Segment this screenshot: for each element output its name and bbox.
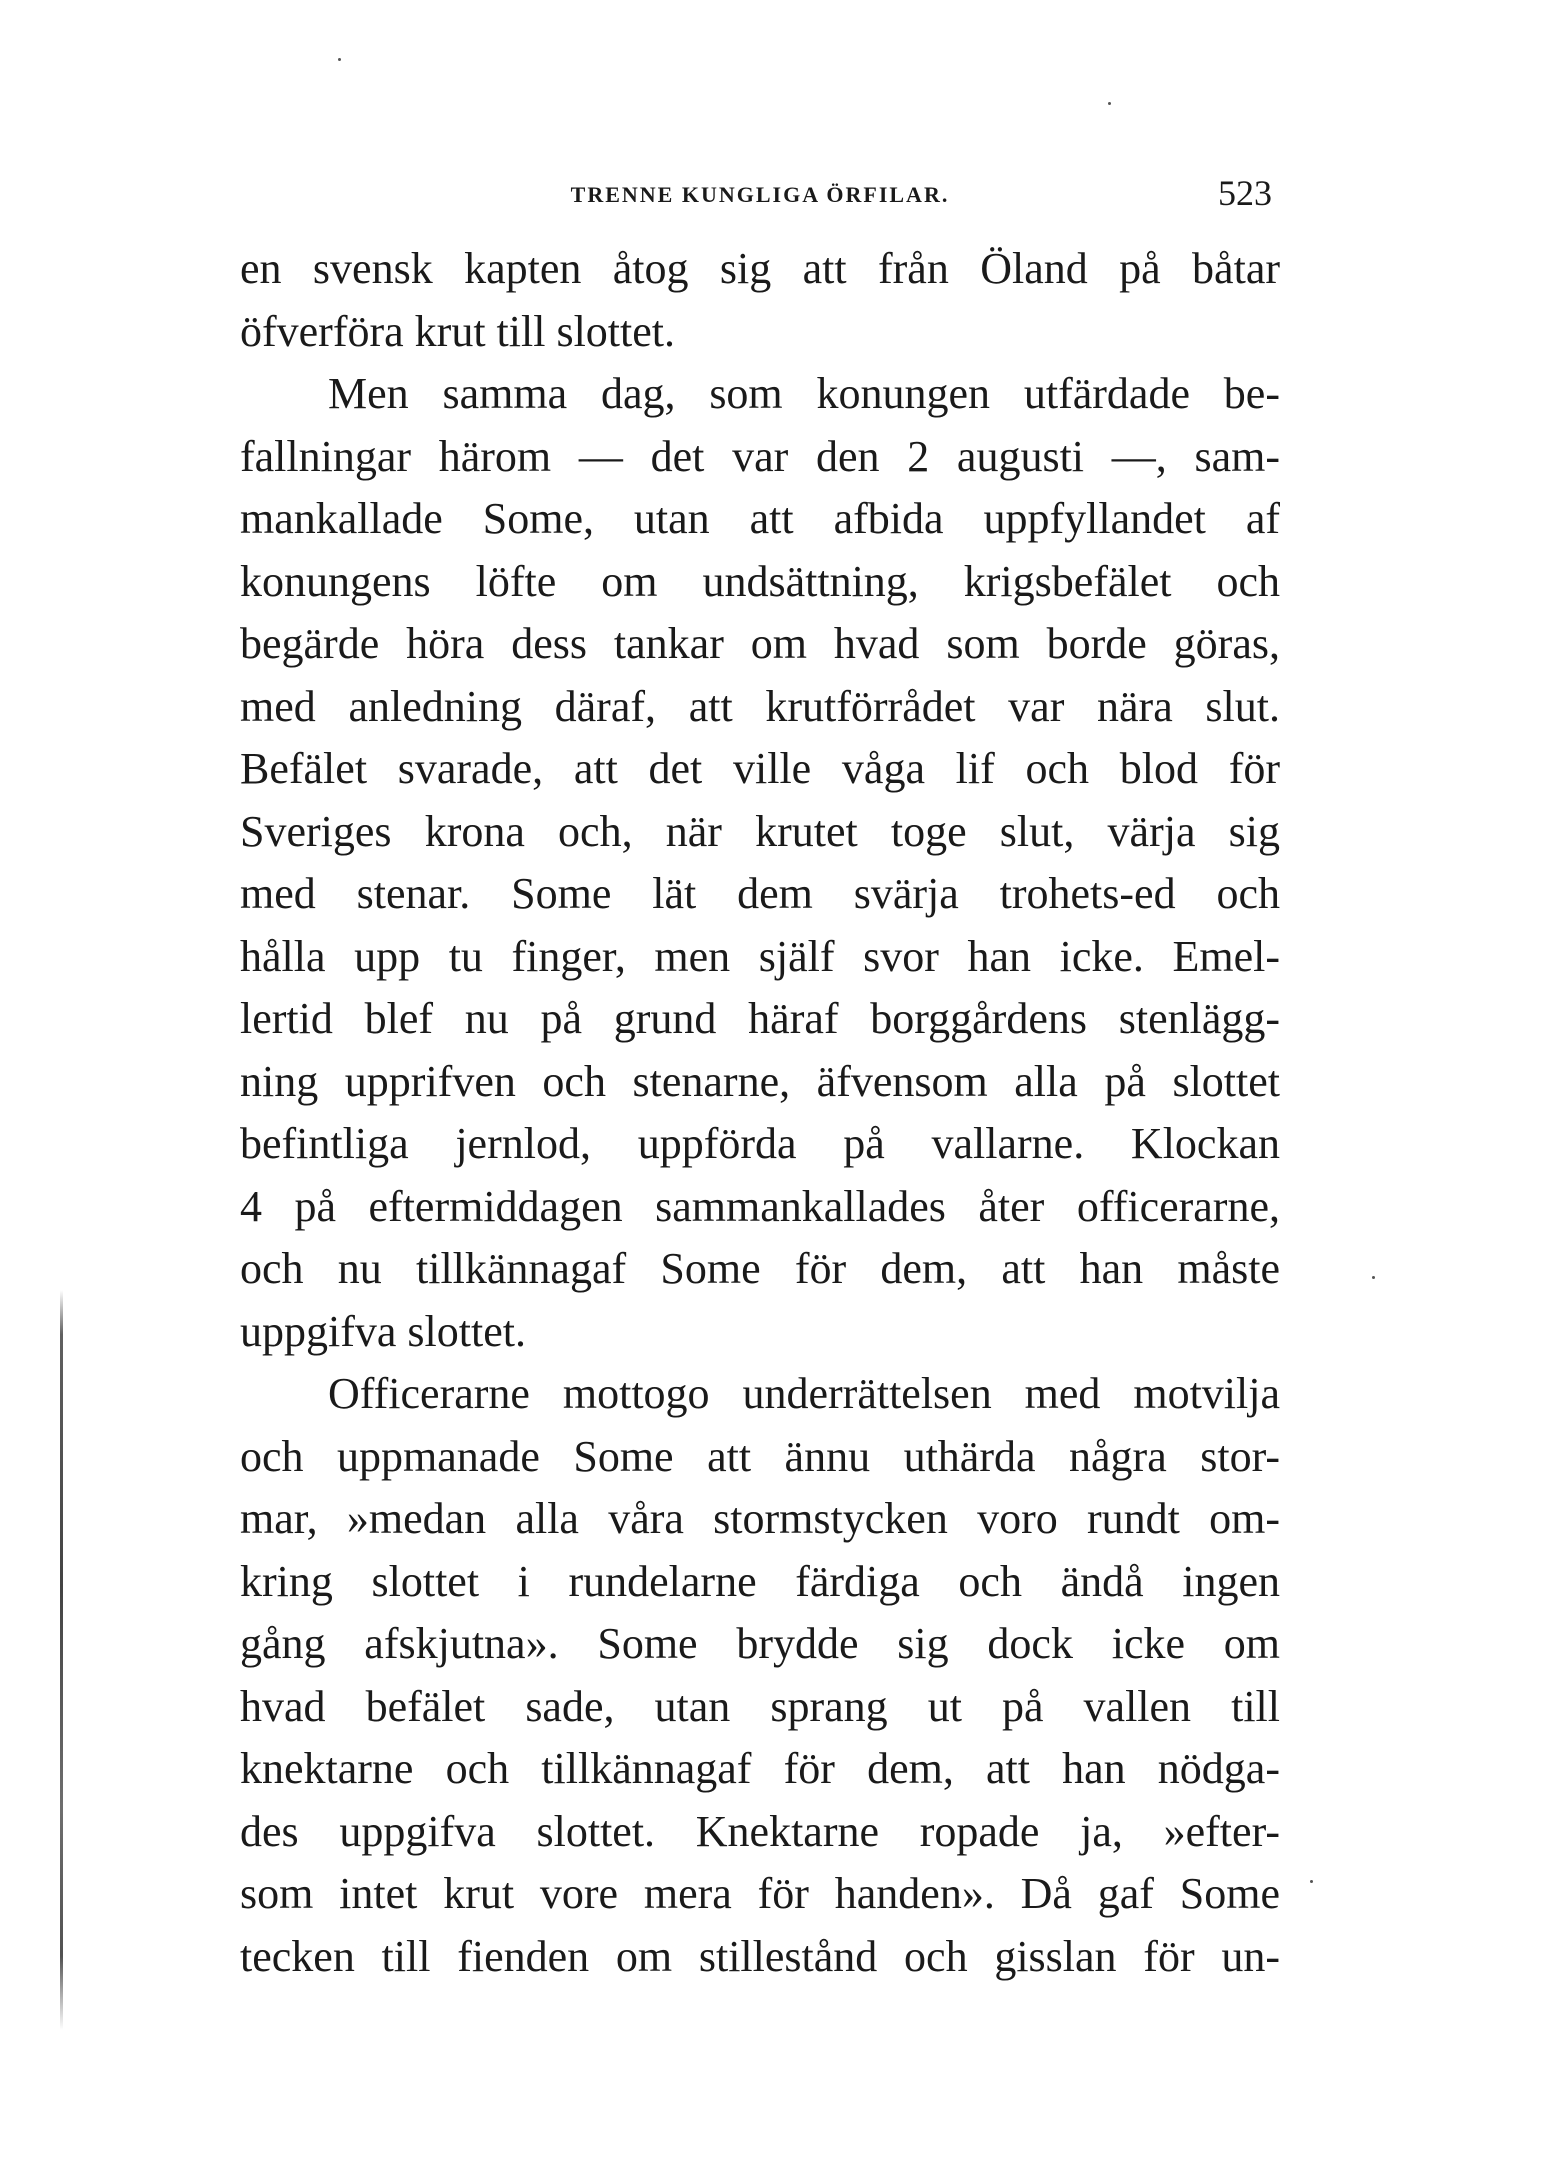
text-line: hvad befälet sade, utan sprang ut på vallen till bbox=[240, 1681, 1280, 1731]
text-line: des uppgifva slottet. Knektarne ropade ja, »efter- bbox=[240, 1806, 1280, 1856]
text-line: ning upprifven och stenarne, äfvensom alla på slottet bbox=[240, 1056, 1280, 1106]
running-title: TRENNE KUNGLIGA ÖRFILAR. bbox=[570, 182, 950, 207]
text-line: Sveriges krona och, när krutet toge slut, värja sig bbox=[240, 806, 1280, 856]
text-line: befintliga jernlod, uppförda på vallarne. Klockan bbox=[240, 1119, 1280, 1168]
scan-speck bbox=[1372, 1276, 1375, 1279]
binding-mark bbox=[60, 1290, 63, 2030]
text-line: hålla upp tu finger, men själf svor han icke. Emel- bbox=[240, 931, 1280, 981]
text-line: uppgifva slottet. bbox=[240, 1306, 526, 1356]
text-line: och nu tillkännagaf Some för dem, att han måste bbox=[240, 1244, 1280, 1293]
text-line: Befälet svarade, att det ville våga lif och blod för bbox=[240, 744, 1280, 793]
text-line: tecken till fienden om stillestånd och gisslan för un- bbox=[240, 1931, 1280, 1981]
page-number: 523 bbox=[1218, 173, 1272, 213]
text-line: med anledning däraf, att krutförrådet var nära slut. bbox=[240, 681, 1280, 731]
body-text bbox=[240, 238, 1280, 1988]
text-line: lertid blef nu på grund häraf borggårdens stenlägg- bbox=[240, 994, 1280, 1043]
text-line: knektarne och tillkännagaf för dem, att han nödga- bbox=[240, 1744, 1280, 1793]
text-line: och uppmanade Some att ännu uthärda några stor- bbox=[240, 1431, 1280, 1481]
text-line: 4 på eftermiddagen sammankallades åter officerarne, bbox=[240, 1181, 1280, 1231]
text-line: mankallade Some, utan att afbida uppfyllandet af bbox=[240, 494, 1280, 543]
text-line: gång afskjutna». Some brydde sig dock icke om bbox=[240, 1619, 1280, 1668]
scan-speck bbox=[1310, 1880, 1313, 1883]
running-head bbox=[240, 172, 1280, 222]
text-line: begärde höra dess tankar om hvad som borde göras, bbox=[240, 619, 1280, 668]
text-line: mar, »medan alla våra stormstycken voro rundt om- bbox=[240, 1494, 1280, 1543]
text-line: kring slottet i rundelarne färdiga och ändå ingen bbox=[240, 1556, 1280, 1606]
scan-speck bbox=[338, 58, 341, 61]
text-line: Officerarne mottogo underrättelsen med motvilja bbox=[328, 1369, 1280, 1418]
text-line: öfverföra krut till slottet. bbox=[240, 306, 675, 356]
text-line: konungens löfte om undsättning, krigsbefälet och bbox=[240, 556, 1280, 606]
scan-speck bbox=[1108, 102, 1111, 105]
text-line: en svensk kapten åtog sig att från Öland på båtar bbox=[240, 244, 1280, 293]
text-line: som intet krut vore mera för handen». Då gaf Some bbox=[240, 1869, 1280, 1918]
text-line: med stenar. Some lät dem svärja trohets-ed och bbox=[240, 869, 1280, 918]
text-line: fallningar härom — det var den 2 augusti —, sam- bbox=[240, 431, 1280, 481]
text-line: Men samma dag, som konungen utfärdade be- bbox=[328, 369, 1280, 418]
